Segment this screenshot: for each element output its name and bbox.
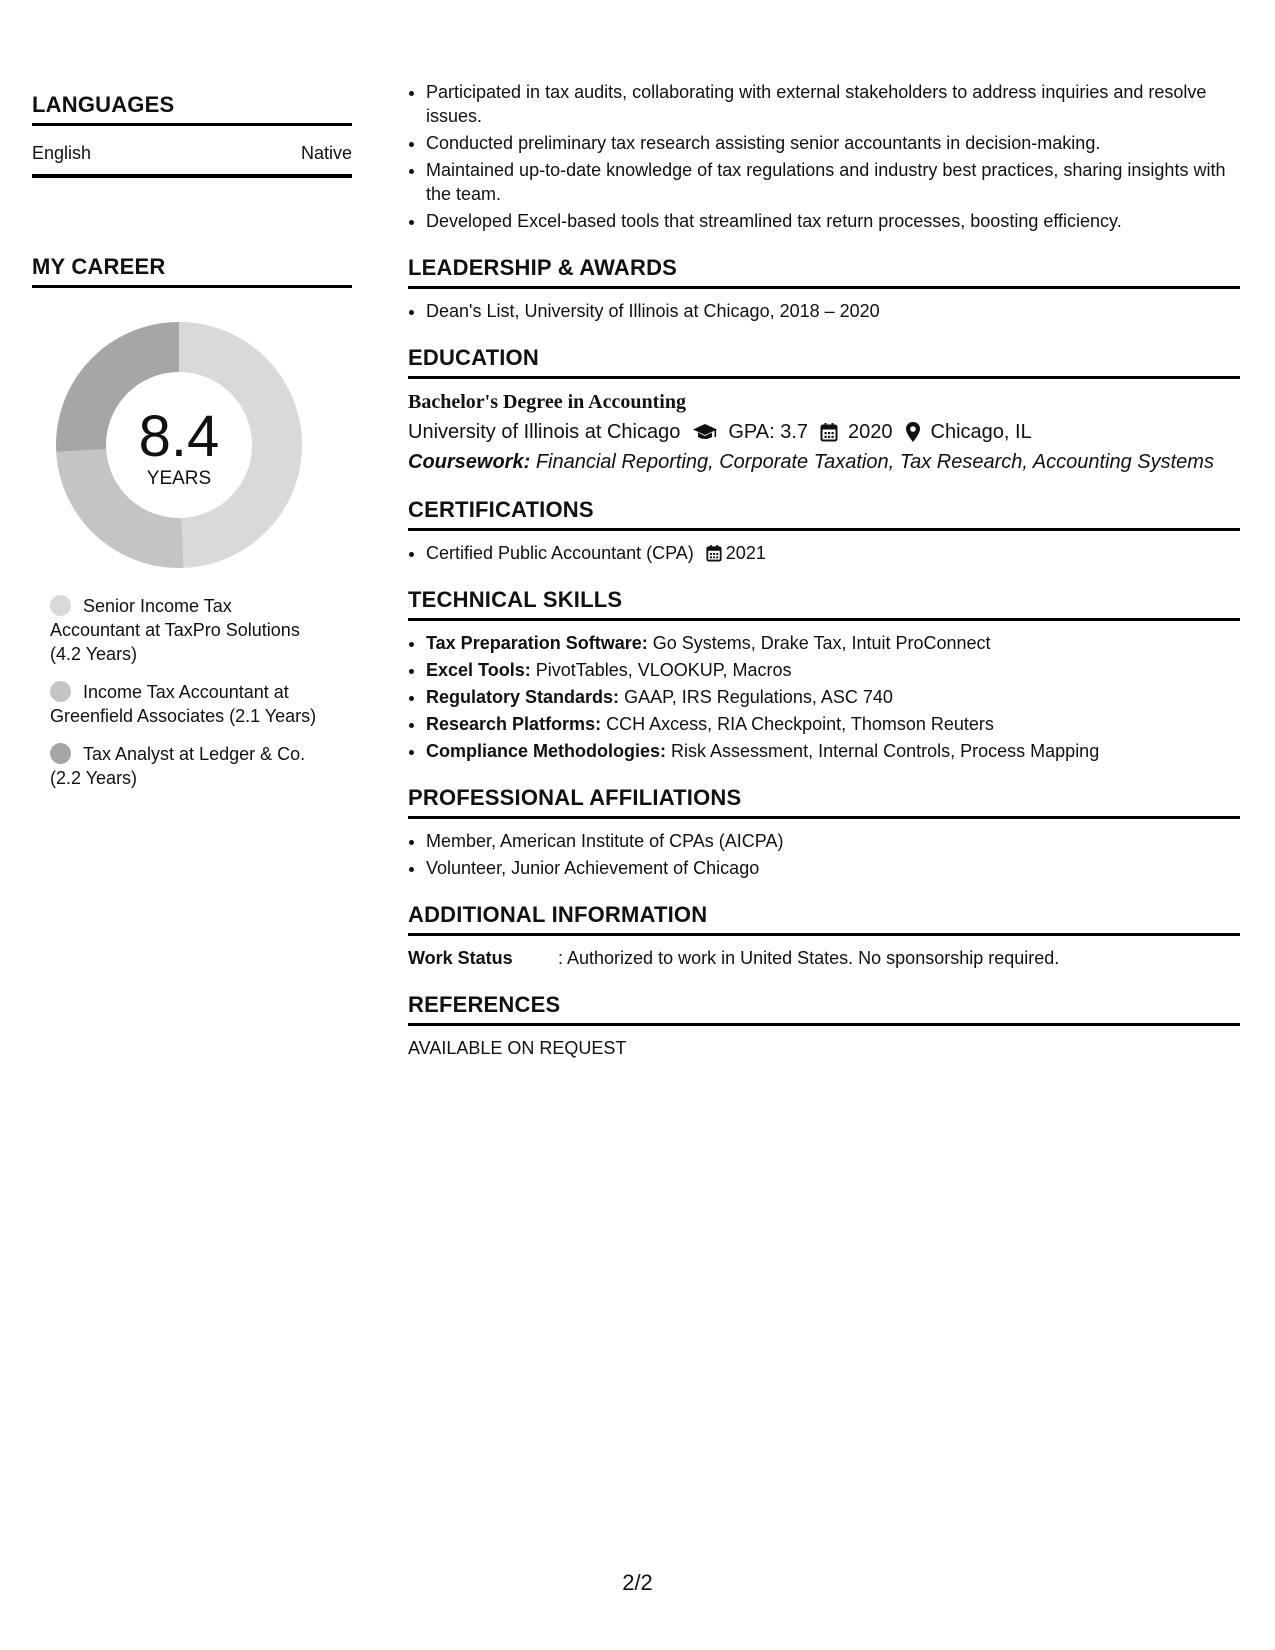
skill-value: PivotTables, VLOOKUP, Macros — [535, 660, 792, 680]
language-level: Native — [300, 143, 352, 163]
skill-label: Tax Preparation Software: — [426, 633, 648, 653]
list-item — [426, 685, 1240, 709]
career-years-unit: YEARS — [146, 468, 212, 489]
page-number: 2/2 — [622, 1570, 653, 1595]
additional-section — [408, 902, 1240, 970]
certifications-section — [408, 497, 1240, 565]
main-content — [408, 78, 1240, 1060]
affiliations-heading: PROFESSIONAL AFFILIATIONS — [408, 785, 1240, 819]
coursework-label: Coursework: — [408, 451, 531, 473]
coursework — [408, 449, 1240, 475]
skill-label: Regulatory Standards: — [426, 687, 620, 707]
list-item: • Volunteer, Junior Achievement of Chicago — [426, 856, 1240, 880]
list-item — [426, 712, 1240, 736]
list-item — [426, 631, 1240, 655]
references-heading: REFERENCES — [408, 992, 1240, 1026]
list-item — [426, 658, 1240, 682]
list-item: • Conducted preliminary tax research assisting senior accountants in decision-making. — [426, 131, 1240, 155]
cert-entry — [426, 541, 1240, 565]
education-section — [408, 345, 1240, 475]
legend-dot — [50, 743, 71, 764]
language-name: English — [32, 143, 92, 163]
skill-label: Compliance Methodologies: — [426, 741, 667, 761]
legend-dot — [50, 595, 71, 616]
legend-item — [50, 680, 322, 728]
school-location: Chicago, IL — [930, 421, 1032, 443]
career-donut-chart — [56, 322, 302, 568]
leadership-list — [408, 299, 1240, 323]
donut-center — [56, 322, 302, 568]
list-item: • Maintained up-to-date knowledge of tax regulations and industry best practices, sharing insights with the team. — [426, 158, 1240, 206]
work-status-label: Work Status — [408, 948, 513, 968]
list-item: • Member, American Institute of CPAs (AICPA) — [426, 829, 1240, 853]
references-text: AVAILABLE ON REQUEST — [408, 1038, 627, 1058]
skills-list — [408, 631, 1240, 763]
legend-label: Senior Income Tax Accountant at TaxPro Solutions (4.2 Years) — [50, 596, 300, 664]
school-name: University of Illinois at Chicago — [408, 421, 681, 443]
legend-label: Tax Analyst at Ledger & Co. (2.2 Years) — [50, 744, 306, 788]
work-status-value: : Authorized to work in United States. No sponsorship required. — [558, 948, 1060, 968]
skill-value: Go Systems, Drake Tax, Intuit ProConnect — [652, 633, 991, 653]
map-pin-icon — [905, 421, 921, 443]
legend-label: Income Tax Accountant at Greenfield Associates (2.1 Years) — [50, 682, 317, 726]
coursework-list: Financial Reporting, Corporate Taxation, Tax Research, Accounting Systems — [535, 451, 1214, 473]
language-row — [32, 126, 352, 178]
skill-label: Research Platforms: — [426, 714, 602, 734]
additional-heading: ADDITIONAL INFORMATION — [408, 902, 1240, 936]
skills-section — [408, 587, 1240, 763]
skill-value: CCH Axcess, RIA Checkpoint, Thomson Reuters — [606, 714, 994, 734]
list-item: • Developed Excel-based tools that streamlined tax return processes, boosting efficiency. — [426, 209, 1240, 233]
career-total-years: 8.4 — [138, 404, 220, 469]
skill-value: Risk Assessment, Internal Controls, Process Mapping — [671, 741, 1100, 761]
education-details — [408, 419, 1240, 445]
graduation-cap-icon — [692, 422, 718, 442]
gpa: GPA: 3.7 — [728, 421, 809, 443]
certifications-list — [408, 541, 1240, 565]
affiliations-section — [408, 785, 1240, 880]
languages-heading: LANGUAGES — [32, 92, 352, 126]
list-item — [426, 739, 1240, 763]
graduation-year: 2020 — [848, 421, 893, 443]
skill-value: GAAP, IRS Regulations, ASC 740 — [624, 687, 893, 707]
career-legend — [50, 594, 322, 790]
legend-item — [50, 594, 322, 666]
skill-label: Excel Tools: — [426, 660, 531, 680]
leadership-section — [408, 255, 1240, 323]
certifications-heading: CERTIFICATIONS — [408, 497, 1240, 531]
legend-dot — [50, 681, 71, 702]
cert-name: • Certified Public Accountant (CPA) — [426, 543, 694, 563]
career-heading: MY CAREER — [32, 254, 352, 288]
legend-item — [50, 742, 322, 790]
degree-title: Bachelor's Degree in Accounting — [408, 391, 686, 413]
calendar-icon — [706, 544, 722, 562]
list-item — [426, 541, 1240, 565]
calendar-icon — [820, 422, 838, 442]
leadership-heading: LEADERSHIP & AWARDS — [408, 255, 1240, 289]
references-section — [408, 992, 1240, 1060]
list-item: • Dean's List, University of Illinois at Chicago, 2018 – 2020 — [426, 299, 1240, 323]
list-item: • Participated in tax audits, collaborating with external stakeholders to address inquiries and resolve issues. — [426, 80, 1240, 128]
work-status-row — [408, 946, 1240, 970]
education-heading: EDUCATION — [408, 345, 1240, 379]
experience-bullets — [408, 80, 1240, 233]
cert-year: 2021 — [725, 543, 766, 563]
sidebar — [32, 92, 352, 804]
affiliations-list — [408, 829, 1240, 880]
skills-heading: TECHNICAL SKILLS — [408, 587, 1240, 621]
